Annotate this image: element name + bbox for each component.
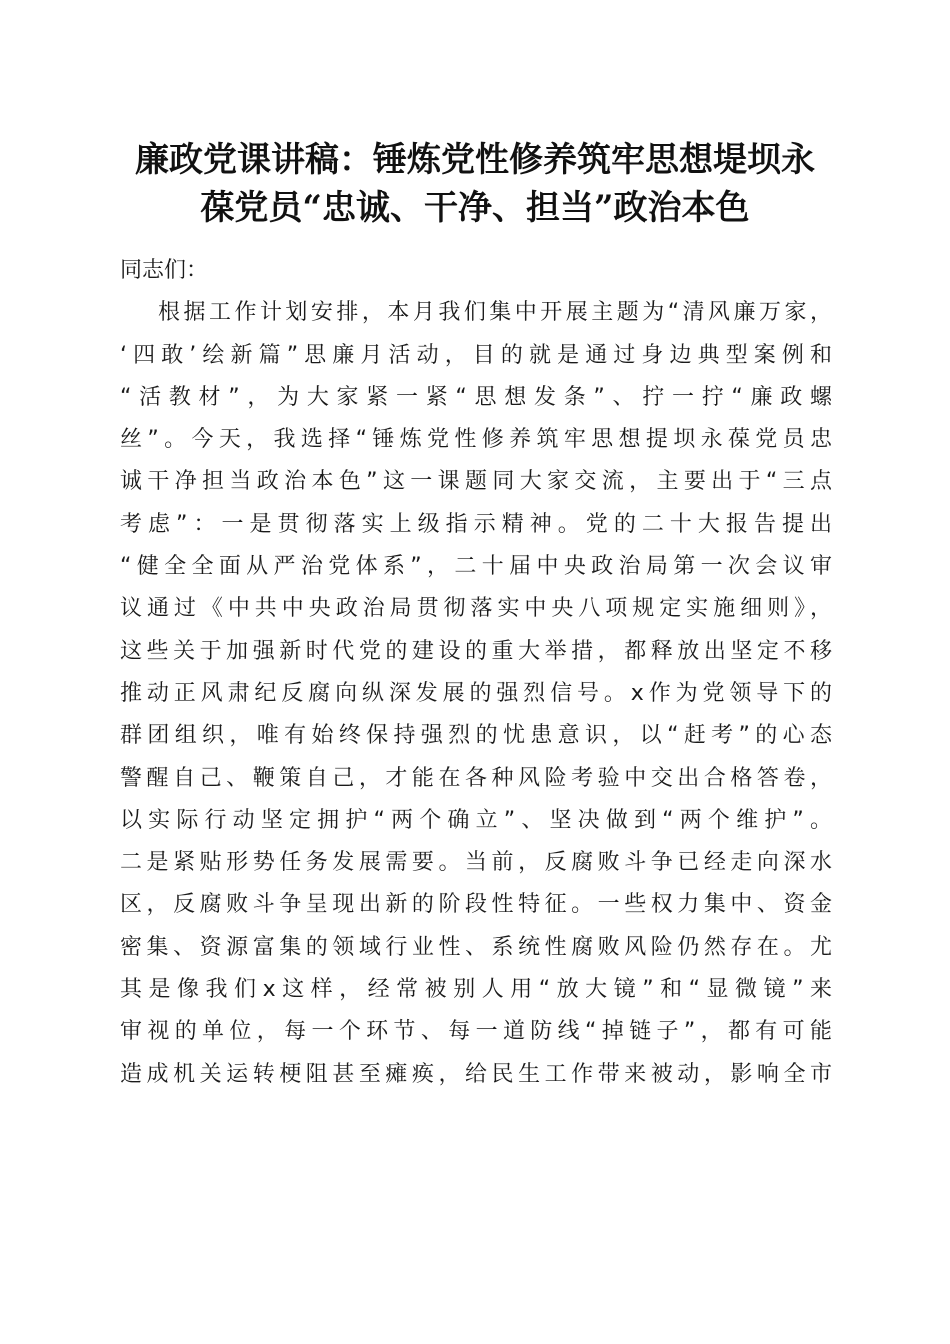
- paragraph-line: 密集、资源富集的领域行业性、系统性腐败风险仍然存在。尤: [120, 934, 832, 960]
- paragraph-line: 考虑”：一是贯彻落实上级指示精神。党的二十大报告提出: [120, 511, 832, 537]
- body-paragraph: [120, 292, 832, 1096]
- paragraph-line: 区，反腐败斗争呈现出新的阶段性特征。一些权力集中、资金: [120, 892, 832, 918]
- document-body: [120, 250, 832, 1096]
- paragraph-line: 丝”。今天，我选择“锤炼党性修养筑牢思想提坝永葆党员忠: [120, 427, 832, 453]
- paragraph-line: 这些关于加强新时代党的建设的重大举措，都释放出坚定不移: [120, 638, 832, 664]
- paragraph-line: 议通过《中共中央政治局贯彻落实中央八项规定实施细则》，: [120, 596, 832, 622]
- paragraph-line: “健全全面从严治党体系”，二十届中央政治局第一次会议审: [120, 554, 832, 580]
- paragraph-line: 其是像我们x这样，经常被别人用“放大镜”和“显微镜”来: [120, 977, 832, 1003]
- paragraph-line: 以实际行动坚定拥护“两个确立”、坚决做到“两个维护”。: [120, 807, 832, 833]
- paragraph-line: 审视的单位，每一个环节、每一道防线“掉链子”，都有可能: [120, 1019, 832, 1045]
- paragraph-line: 诚干净担当政治本色”这一课题同大家交流，主要出于“三点: [120, 469, 832, 495]
- paragraph-line: 造成机关运转梗阻甚至瘫痪，给民生工作带来被动，影响全市: [120, 1061, 832, 1087]
- title-line-2: 葆党员“忠诚、干净、担当”政治本色: [200, 188, 750, 228]
- paragraph-line: 二是紧贴形势任务发展需要。当前，反腐败斗争已经走向深水: [120, 850, 832, 876]
- salutation: 同志们：: [120, 258, 209, 283]
- paragraph-line: 推动正风肃纪反腐向纵深发展的强烈信号。x作为党领导下的: [120, 680, 832, 706]
- paragraph-line: ‘四敢’绘新篇”思廉月活动，目的就是通过身边典型案例和: [120, 342, 832, 368]
- paragraph-line: 警醒自己、鞭策自己，才能在各种风险考验中交出合格答卷，: [120, 765, 832, 791]
- document-title: [100, 136, 850, 232]
- paragraph-line: “活教材”，为大家紧一紧“思想发条”、拧一拧“廉政螺: [120, 384, 832, 410]
- title-line-1: 廉政党课讲稿：锤炼党性修养筑牢思想堤坝永: [135, 140, 815, 180]
- paragraph-line: 根据工作计划安排，本月我们集中开展主题为“清风廉万家，: [158, 300, 832, 326]
- paragraph-line: 群团组织，唯有始终保持强烈的忧患意识，以“赶考”的心态: [120, 723, 832, 749]
